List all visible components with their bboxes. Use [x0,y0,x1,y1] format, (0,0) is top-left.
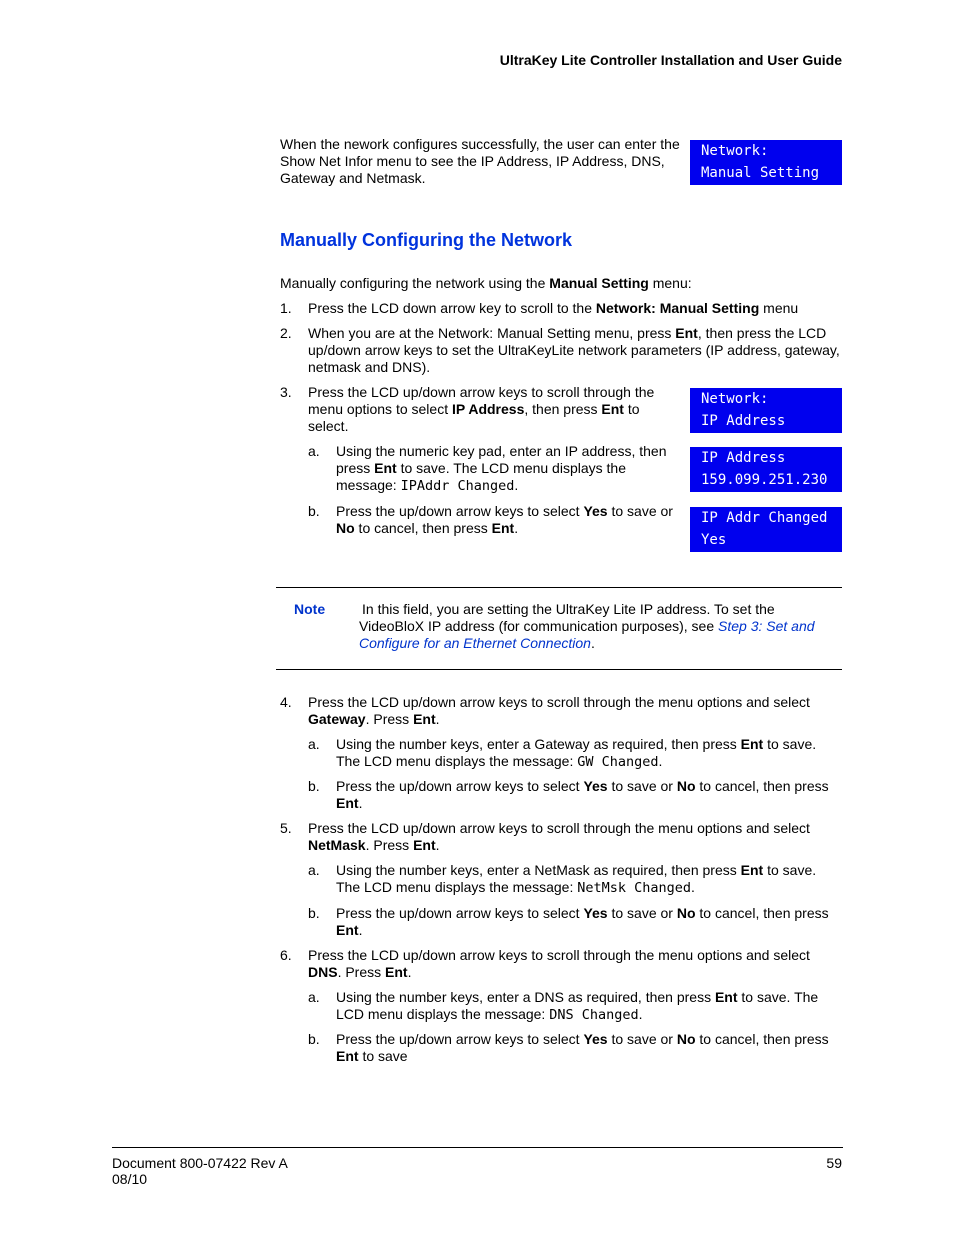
lcd-message: NetMsk Changed [577,880,692,896]
page-number: 59 [826,1155,842,1171]
step-bold: Yes [583,905,608,921]
step-bold: Gateway [308,711,366,727]
step-letter: a. [308,736,320,752]
step-5a [308,862,842,897]
step-bold: Ent [740,736,764,752]
step-text: to save. The LCD menu displays the message: [336,989,819,1022]
step-text: When you are at the Network: Manual Setting menu, press [308,325,676,341]
step-text: Press the LCD up/down arrow keys to scroll through the menu options and select [308,694,810,710]
step-bold: Ent [336,922,359,938]
step-bold: DNS [308,964,338,980]
lcd-line: IP Addr Changed [701,510,828,526]
step-text-end: . [514,477,519,493]
step-6 [280,947,842,981]
step-text-end: . [358,922,363,938]
step-text: Press the LCD up/down arrow keys to scroll through the menu options and select [308,947,810,963]
lcd-network-ip [690,388,842,433]
step-bold: Ent [675,325,698,341]
step-text: Press the LCD up/down arrow keys to scroll through the menu options to select [308,384,655,417]
step-bold: No [676,905,696,921]
step-bold: Yes [583,778,608,794]
step-text: Press the up/down arrow keys to select [336,1031,584,1047]
step-text-end: to select. [308,401,640,434]
footer-document-number: Document 800-07422 Rev A [112,1155,288,1171]
lcd-network-manual [690,140,842,185]
section-title: Manually Configuring the Network [280,230,573,250]
lcd-ip-changed [690,507,842,552]
step-text: Press the up/down arrow keys to select [336,905,584,921]
lcd-line: Network: [701,391,769,407]
step-letter: b. [308,503,320,519]
step-bold: Ent [601,401,624,417]
step-letter: b. [308,1031,320,1047]
step-text: to save. The LCD menu displays the message: [336,862,817,895]
lcd-line: Yes [701,531,727,548]
step-6b [308,1031,842,1065]
step-5 [280,820,842,854]
step-text: to save. The LCD menu displays the message: [336,736,817,769]
lcd-message: DNS Changed [549,1007,639,1023]
step-bold: Ent [374,460,397,476]
lcd-line: IP Address [701,412,786,429]
step-bold: Network: Manual Setting [595,300,760,316]
step-letter: a. [308,862,320,878]
note-body: In this field, you are setting the UltraKey Lite IP address. To set the VideoBloX IP address (for communication purposes), see [359,601,775,634]
step-text: , then press [524,401,602,417]
step-3b [308,503,680,537]
step-text: . Press [365,837,414,853]
lead-text: Manually configuring the network using the [280,275,550,291]
step-bold: NetMask [308,837,366,853]
step-1 [280,300,842,317]
step-letter: b. [308,778,320,794]
step-bold: No [676,778,696,794]
step-text-end: . [658,753,663,769]
step-text: Press the LCD up/down arrow keys to scroll through the menu options and select [308,820,810,836]
cross-reference-link[interactable]: Step 3: Set and Configure for an Ethernet Connection [359,618,815,651]
step-text-end: . [435,711,440,727]
footer-rule [112,1147,843,1148]
step-text: Using the number keys, enter a Gateway as required, then press [336,736,741,752]
footer-date: 08/10 [112,1171,148,1187]
note-label: Note [294,601,326,617]
step-letter: a. [308,443,320,459]
step-bold: IP Address [451,401,525,417]
step-text: Using the number keys, enter a DNS as required, then press [336,989,715,1005]
section-lead [280,275,840,292]
step-5b [308,905,842,939]
step-text: to cancel, then press [695,905,829,921]
step-3a [308,443,678,495]
step-text: to cancel, then press [695,778,829,794]
step-text-end: . [514,520,519,536]
step-number: 2. [280,325,292,341]
step-bold: Ent [413,837,436,853]
step-bold: Ent [385,964,408,980]
step-3 [280,384,670,435]
note-text [359,601,842,652]
lcd-message: IPAddr Changed [400,478,515,494]
step-text-end: to save [358,1048,408,1064]
step-bold: Ent [413,711,436,727]
step-text: . Press [337,964,386,980]
step-text-end: . [407,964,412,980]
step-number: 5. [280,820,292,836]
step-text: Press the up/down arrow keys to select [336,503,584,519]
step-text-end: , then press the LCD up/down arrow keys to set the UltraKeyLite network parameters (IP address, gateway, netmask and DNS). [308,325,840,375]
step-bold: Yes [583,1031,608,1047]
lcd-message: GW Changed [577,754,659,770]
step-letter: b. [308,905,320,921]
lcd-line: Manual Setting [701,164,820,181]
step-bold: Ent [714,989,738,1005]
step-text: to save or [607,1031,677,1047]
step-number: 1. [280,300,292,316]
step-text: Using the number keys, enter a NetMask as required, then press [336,862,741,878]
step-text: . Press [365,711,414,727]
step-bold: Ent [491,520,515,536]
step-bold: No [336,520,355,536]
step-text: to cancel, then press [695,1031,829,1047]
step-text: Using the numeric key pad, enter an IP address, then press [336,443,667,476]
step-text: to cancel, then press [354,520,492,536]
step-bold: Ent [336,1048,359,1064]
step-text: to save or [607,905,677,921]
step-4b [308,778,842,812]
step-text-end: . [638,1006,643,1022]
step-6a [308,989,842,1024]
running-header: UltraKey Lite Controller Installation and User Guide [499,52,842,68]
step-2 [280,325,842,376]
step-bold: Yes [583,503,608,519]
lcd-line: 159.099.251.230 [701,471,828,488]
step-number: 4. [280,694,292,710]
step-text-end: . [691,879,695,895]
step-number: 6. [280,947,292,963]
lcd-line: IP Address [701,450,786,466]
step-text: Press the LCD down arrow key to scroll to the [308,300,596,316]
step-4 [280,694,842,728]
step-4a [308,736,842,771]
step-letter: a. [308,989,320,1005]
lcd-line: Network: [701,143,769,159]
step-bold: Ent [336,795,359,811]
note-top-rule [276,587,842,588]
note-body-end: . [590,635,595,651]
step-text-end: . [358,795,363,811]
step-text-end: menu [759,300,799,316]
step-text: Press the up/down arrow keys to select [336,778,584,794]
note-bottom-rule [276,669,842,670]
lcd-ip-value [690,447,842,492]
intro-text: When the nework configures successfully, the user can enter the Show Net Infor menu to see the IP Address, IP Address, DNS, Gateway and Netmask. [280,136,680,186]
step-number: 3. [280,384,292,400]
lead-bold: Manual Setting [549,275,649,291]
step-bold: No [676,1031,696,1047]
step-text: to save. The LCD menu displays the message: [336,460,626,493]
step-text: to save or [607,778,677,794]
step-text: to save or [607,503,673,519]
lead-text-end: menu: [648,275,692,291]
step-bold: Ent [740,862,764,878]
step-text-end: . [435,837,440,853]
